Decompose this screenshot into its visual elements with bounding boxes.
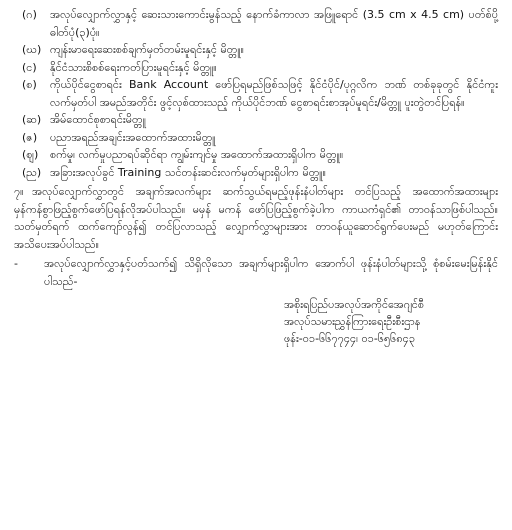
list-item [22, 129, 498, 147]
item-number: (စ) [22, 78, 37, 91]
item-number: (ဂ) [22, 8, 37, 21]
item-number: (ည) [22, 165, 42, 179]
item-text: ပညာအရည်အချင်းအထောက်အထားမိတ္တူ [50, 130, 216, 144]
list-item [22, 164, 498, 182]
item-number: (ဆ) [22, 113, 42, 126]
item-text: အိမ်ထောင်စုစာရင်းမိတ္တူ [50, 113, 146, 126]
note-text: အလုပ်လျှောက်လွှာနှင့်ပတ်သက်၍ သိရှိလိုသော အချက်များရှိပါက အောက်ပါ ဖုန်းနံပါတ်များသို့ စုံစမ်းမေးမြန်းနိုင်ပါသည်- [44, 257, 498, 288]
list-item [22, 111, 498, 129]
paragraph-text: အလုပ်လျှောက်လွှာတွင် အချက်အလက်များ ဆက်သွယ်ရမည့်ဖုန်းနံပါတ်များ တင်ပြသည့် အထောက်အထားများ မှန်ကန်စွာဖြည့်စွက်ဖော်ပြရန်လိုအပ်ပါသည်။ မမှန် မကန် ဖော်ပြဖြည့်စွက်ခဲ့ပါက ကာယကံရှင်၏ တာဝန်သာဖြစ်ပါသည်။ သတ်မှတ်ရက် ထက်ကျော်လွန်၍ တင်ပြလာသည့် လျှောက်လွှာများအား တာဝန်ယူဆောင်ရွက်ပေးမည် မဟုတ်ကြောင်း အသိပေးအပ်ပါသည်။ [14, 185, 498, 251]
list-item [22, 76, 498, 111]
department-name: အလုပ်သမားညွှန်ကြားရေးဦးစီးဌာန [284, 315, 421, 328]
item-number: (ဇ) [22, 130, 38, 144]
item-text: ကိုယ်ပိုင်ငွေစာရင်း Bank Account ဖော်ပြရမည်ဖြစ်သဖြင့် နိုင်ငံပိုင်/ပုဂ္ဂလိက ဘဏ် တစ်ခုခုတွင် နိုင်ငံကူးလက်မှတ်ပါ အမည်အတိုင်း ဖွင့်လှစ်ထားသည့် ကိုယ်ပိုင်ဘဏ် ငွေစာရင်းစာအုပ်မူရင်း/မိတ္တူ ပူးတွဲတင်ပြရန်။ [50, 78, 498, 109]
note-dash: - [14, 257, 18, 270]
item-number: (င) [22, 60, 37, 74]
list-item [22, 41, 498, 59]
list-item [22, 146, 498, 164]
item-text: ကျန်းမာရေးဆေးစစ်ချက်မှတ်တမ်းမူရင်းနှင့် မိတ္တူ။ [50, 43, 244, 56]
item-number: (ဈ) [22, 148, 39, 161]
phone-numbers: ဖုန်း-၀၁-၆၆၇၇၄၄၊ ၀၁-၆၅၆၈၄၃ [284, 332, 416, 345]
item-number: (ဃ) [22, 43, 42, 56]
item-text: အလုပ်လျှောက်လွှာနှင့် ဆေးသားကောင်းမွန်သည့် နောက်ခံကာလာ အဖြူရောင် (3.5 cm x 4.5 cm) ပတ်စ်ပို့ဓါတ်ပုံ(၃)ပုံ။ [50, 8, 498, 39]
requirements-list [14, 6, 498, 181]
list-item [22, 6, 498, 41]
item-text: အခြားအလုပ်ခွင် Training သင်တန်းဆင်းလက်မှတ်များရှိပါက မိတ္တူ။ [50, 165, 326, 179]
paragraph-number: ၇။ [14, 185, 24, 198]
item-text: စက်မှု၊ လက်မှုပညာရပ်ဆိုင်ရာ ကျွမ်းကျင်မှု အထောက်အထားရှိပါက မိတ္တူ။ [50, 148, 344, 161]
contact-note [14, 255, 498, 290]
notice-paragraph [14, 183, 498, 253]
agency-name: အစိုးရပြည်ပအလုပ်အကိုင်အေဂျင်စီ [284, 298, 425, 311]
item-text: နိုင်ငံသားစိစစ်ရေးကတ်ပြားမူရင်းနှင့် မိတ္တူ။ [50, 60, 217, 74]
list-item [22, 59, 498, 77]
signature-block [14, 296, 498, 347]
